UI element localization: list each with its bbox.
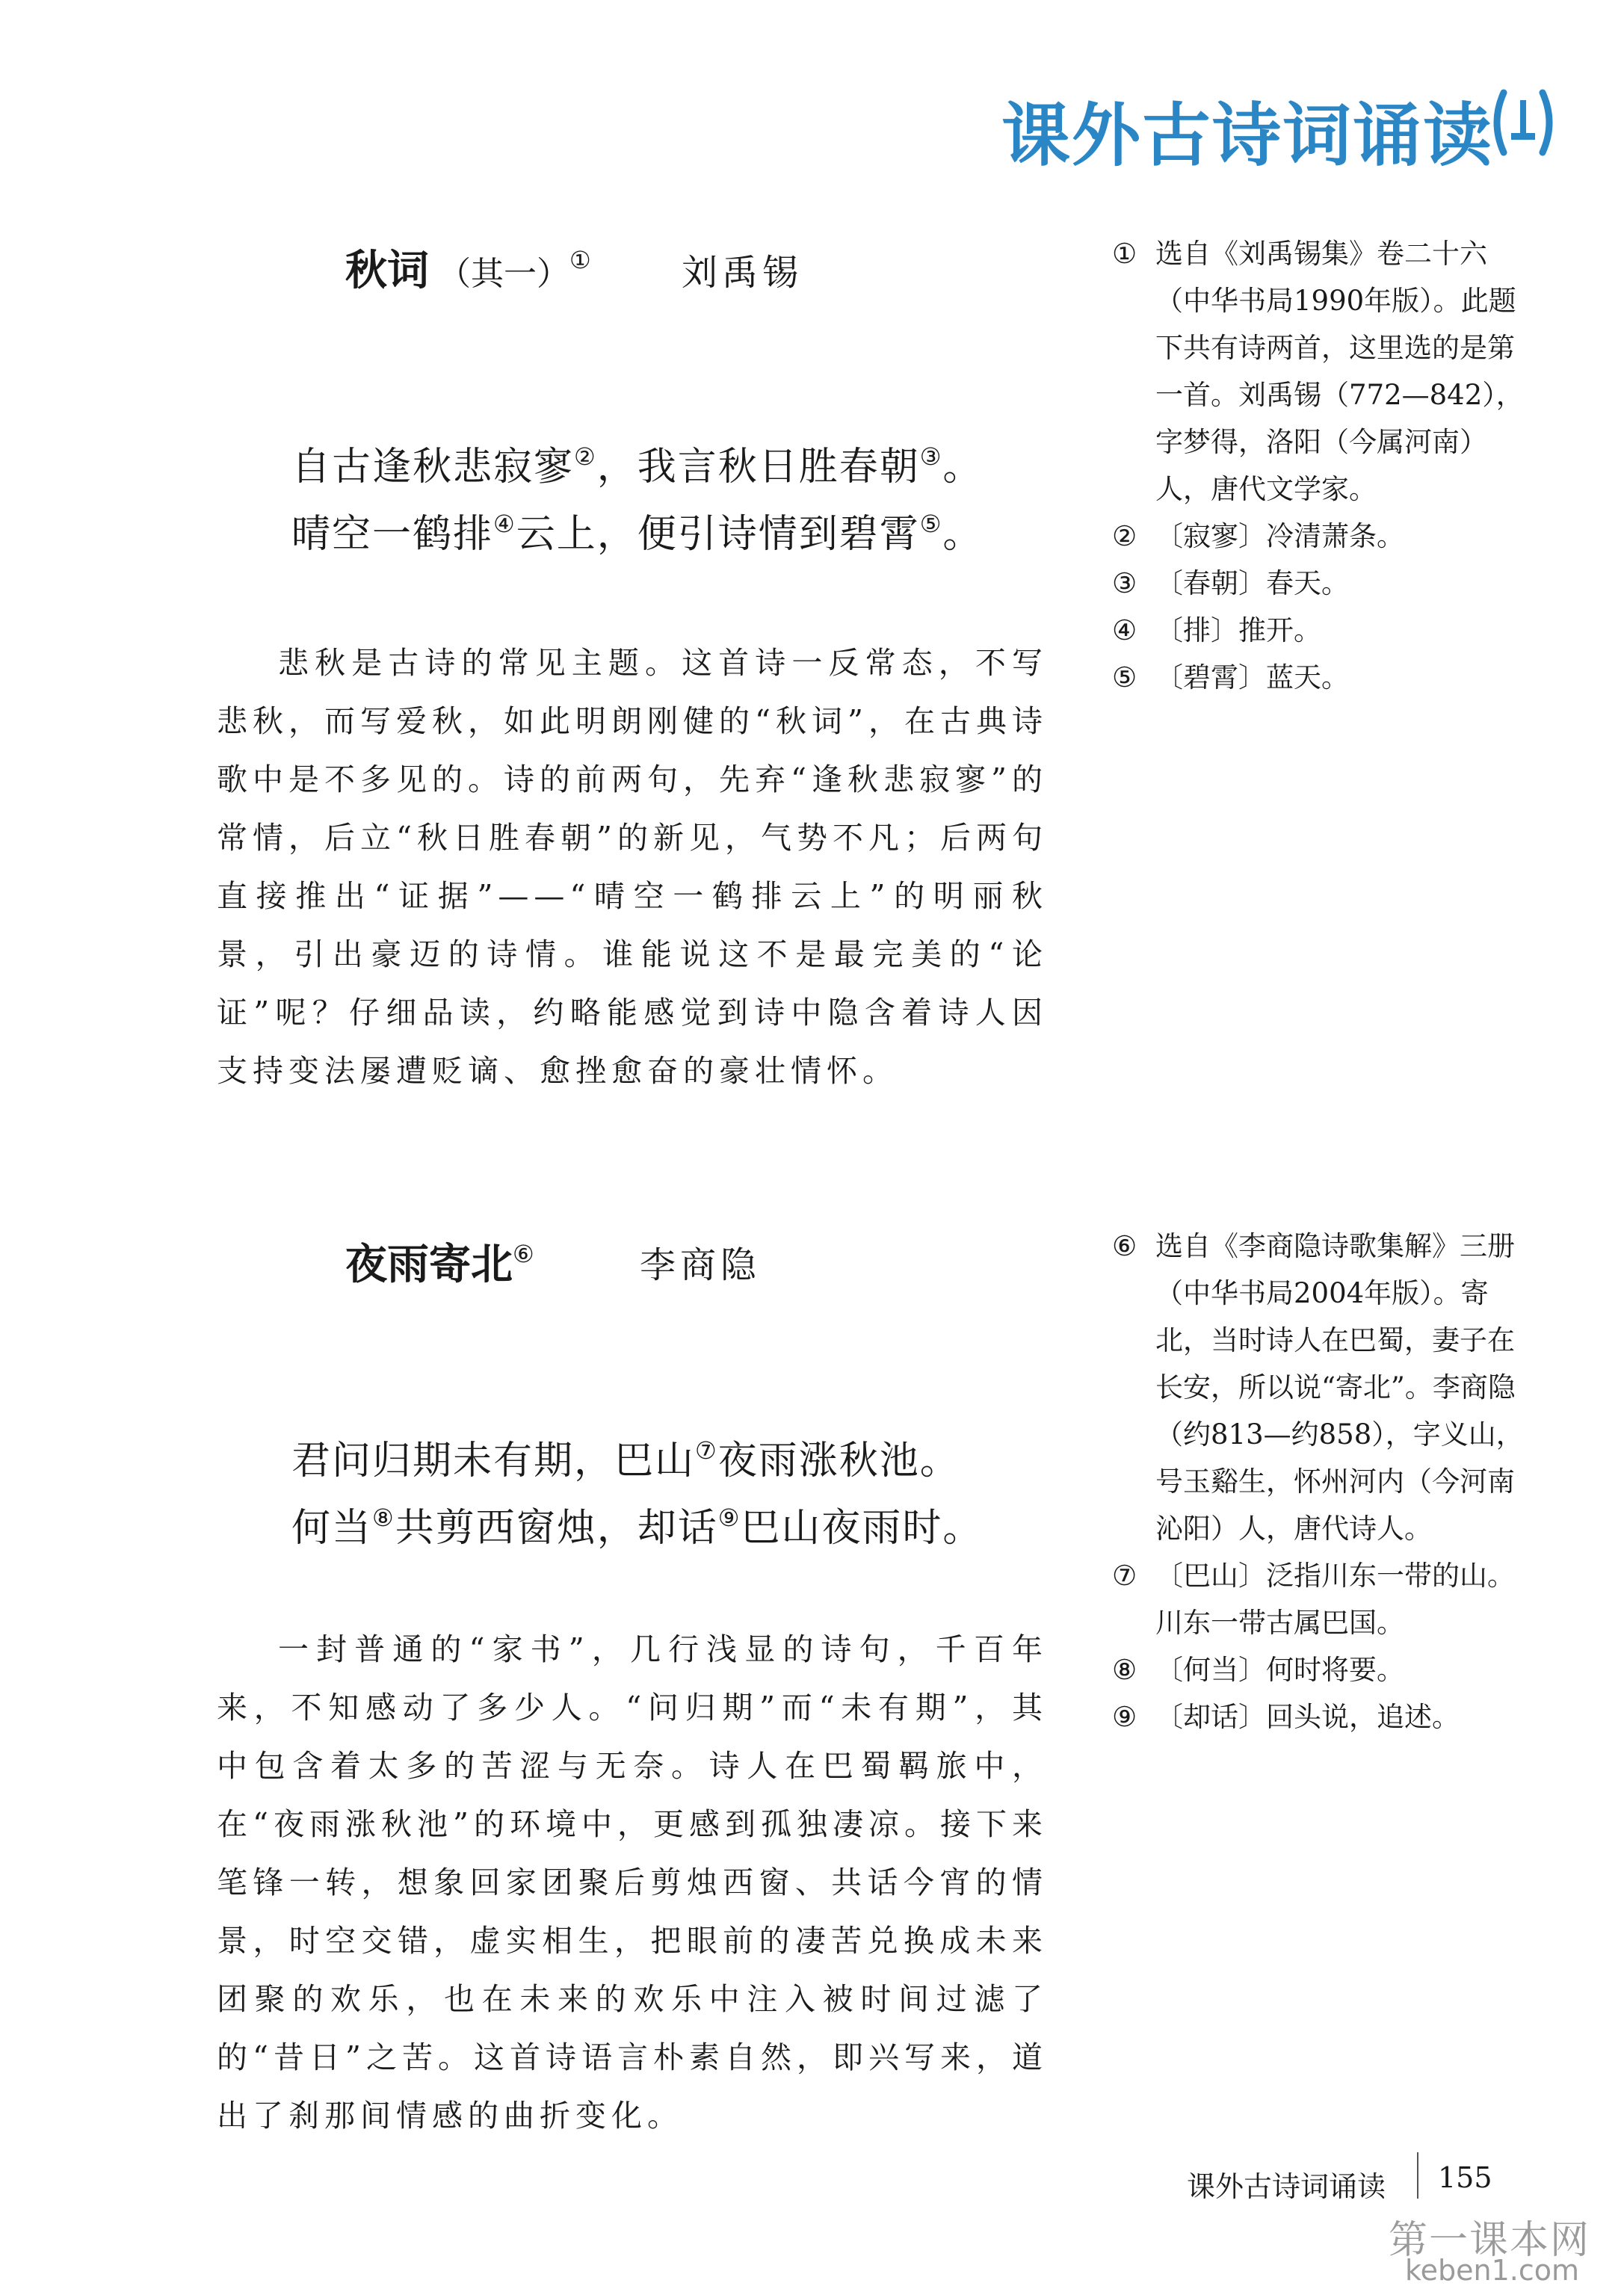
note-8: ⑧ 〔何当〕何时将要。	[1112, 1654, 1404, 1686]
note-7: ⑦ 〔巴山〕泛指川东一带的山。川东一带古属巴国。	[1112, 1560, 1515, 1639]
poem2-title	[345, 1232, 534, 1291]
poem2-commentary: 一封普通的“家书”，几行浅显的诗句，千百年来，不知感动了多少人。“问归期”而“未有期”，其中包含着太多的苦涩与无奈。诗人在巴蜀羁旅中，在“夜雨涨秋池”的环境中，更感到孤独凄凉。接下来笔锋一转，想象回家团聚后剪烛西窗、共话今宵的情景，时空交错，虚实相生，把眼前的凄苦兑换成未来团聚的欢乐，也在未来的欢乐中注入被时间过滤了的“昔日”之苦。这首诗语言朴素自然，即兴写来，道出了刹那间情感的曲折变化。	[217, 1631, 1048, 2134]
note-9: ⑨ 〔却话〕回头说，追述。	[1112, 1701, 1460, 1733]
poem1-commentary: 悲秋是古诗的常见主题。这首诗一反常态，不写悲秋，而写爱秋，如此明朗刚健的“秋词”，在古典诗歌中是不多见的。诗的前两句，先弃“逢秋悲寂寥”的常情，后立“秋日胜春朝”的新见，气势不凡；后两句直接推出“证据”——“晴空一鹤排云上”的明丽秋景，引出豪迈的诗情。谁能说这不是最完美的“论证”呢？仔细品读，约略能感觉到诗中隐含着诗人因支持变法屡遭贬谪、愈挫愈奋的豪壮情怀。	[217, 645, 1048, 1089]
note-5: ⑤ 〔碧霄〕蓝天。	[1112, 661, 1349, 694]
note-6: ⑥ 选自《李商隐诗歌集解》三册（中华书局2004年版）。寄北，当时诗人在巴蜀，妻子在长安，所以说“寄北”。李商隐（约813—约858），字义山，号玉谿生，怀州河内（今河南沁阳）人，唐代诗人。	[1112, 1230, 1524, 1545]
poem2-verse-line-1: 君问归期未有期，巴山⑦夜雨涨秋池。	[291, 1436, 960, 1483]
page-number: 155	[1438, 2161, 1492, 2194]
note-1: ① 选自《刘禹锡集》卷二十六（中华书局1990年版）。此题下共有诗两首，这里选的是第一首。刘禹锡（772—842），字梦得，洛阳（今属河南）人，唐代文学家。	[1112, 238, 1524, 505]
poem1-title-note-marker: ①	[569, 246, 591, 274]
poem1-verse-line-2: 晴空一鹤排④云上，便引诗情到碧霄⑤。	[291, 510, 984, 557]
poem1-subtitle: （其一）	[438, 255, 569, 293]
poem2-title-note-marker: ⑥	[513, 1240, 534, 1268]
note-3: ③ 〔春朝〕春天。	[1112, 567, 1349, 599]
section-title: 课外古诗词诵读	[1001, 96, 1494, 176]
poem1-verse-line-1: 自古逢秋悲寂寥②，我言秋日胜春朝③。	[291, 442, 984, 489]
poem1-title-text: 秋词	[345, 246, 429, 295]
note-4: ④ 〔排〕推开。	[1112, 614, 1321, 646]
poem2-verse-line-2: 何当⑧共剪西窗烛，却话⑨巴山夜雨时。	[291, 1504, 984, 1551]
poem2-notes	[1112, 1223, 1531, 1740]
poem2-title-text: 夜雨寄北	[345, 1240, 513, 1289]
note-2: ② 〔寂寥〕冷清萧条。	[1112, 520, 1404, 552]
watermark-url: keben1.com	[1405, 2254, 1580, 2287]
poem2-author: 李商隐	[640, 1244, 762, 1286]
footer-running-title: 课外古诗词诵读	[1187, 2170, 1386, 2203]
poem1-notes	[1112, 230, 1531, 701]
watermark-site-name: 第一课本网	[1389, 2218, 1591, 2263]
footer-divider	[1417, 2152, 1418, 2199]
section-number-badge-icon	[1489, 88, 1557, 157]
poem1-author: 刘禹锡	[682, 252, 803, 294]
poem1-title	[345, 238, 591, 297]
